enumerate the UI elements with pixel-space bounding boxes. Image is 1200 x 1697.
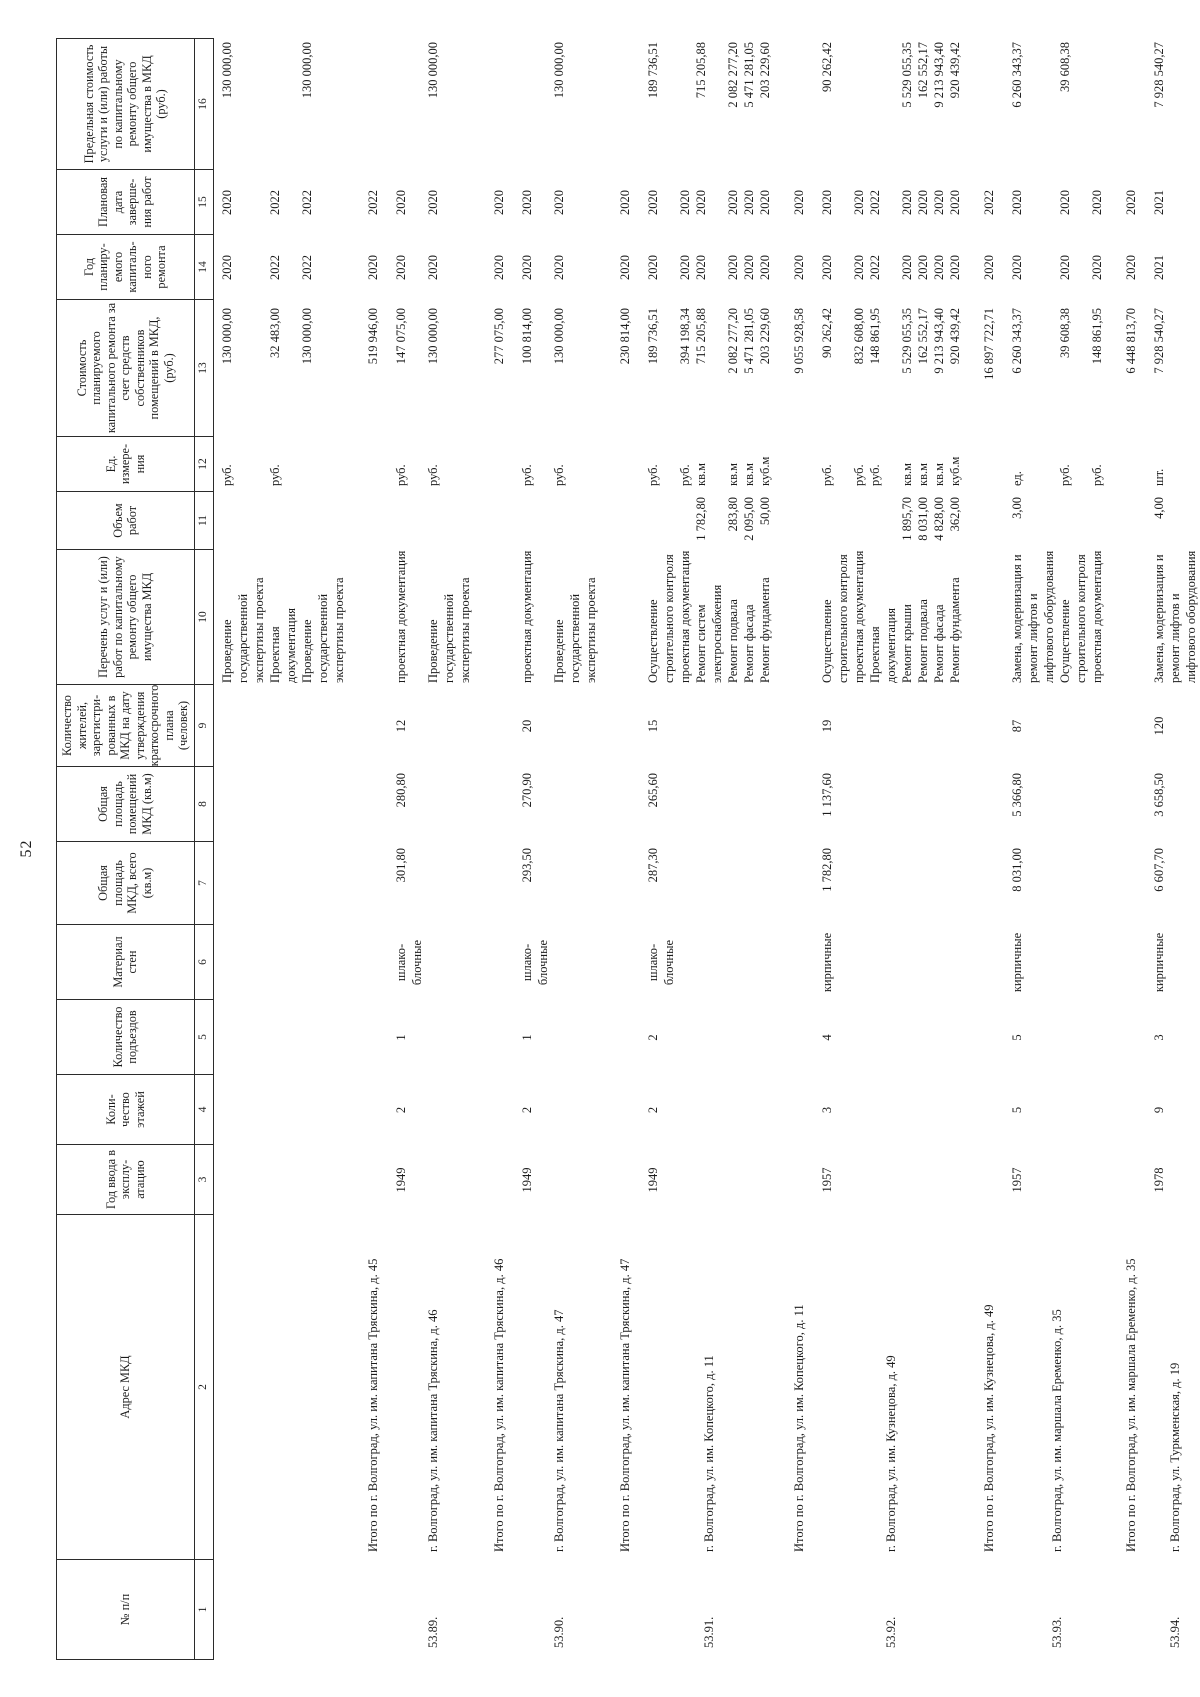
- work-limit-cost: 39 608,38: [1057, 42, 1072, 92]
- work-limit-cost: 189 736,51: [645, 42, 660, 99]
- area-premises: 280,80: [393, 773, 408, 808]
- column-header: Общая площадь помещений МКД (кв.м): [56, 767, 195, 842]
- residents-count: 19: [819, 719, 834, 733]
- work-completion-date: 2020: [819, 190, 834, 215]
- work-completion-date: 2022: [299, 190, 314, 215]
- work-name: Осуществление строительного контроля: [819, 554, 850, 683]
- work-volume: 4,00: [1151, 497, 1166, 519]
- entrances-count: 3: [1151, 1034, 1166, 1041]
- total-repair-year: 2020: [491, 255, 506, 280]
- total-repair-year: 2020: [791, 255, 806, 280]
- work-limit-cost: 5 471 281,05: [741, 42, 756, 108]
- total-cost: 9 055 928,58: [791, 308, 806, 374]
- work-unit: шт.: [1151, 468, 1166, 486]
- work-cost: 100 814,00: [519, 308, 534, 365]
- work-unit: кв.м: [693, 462, 708, 486]
- work-repair-year: 2020: [645, 255, 660, 280]
- address: г. Волгоград, ул. им. Копецкого, д. 11: [701, 1355, 716, 1552]
- work-name: Ремонт фундамента: [947, 577, 962, 683]
- total-cost: 277 075,00: [491, 308, 506, 365]
- column-number: 9: [195, 685, 214, 767]
- column-header: Материал стен: [56, 925, 195, 1000]
- work-completion-date: 2020: [693, 190, 708, 215]
- work-completion-date: 2020: [931, 190, 946, 215]
- column-number: 8: [195, 767, 214, 842]
- work-unit: руб.: [677, 464, 692, 486]
- column-number: 16: [195, 38, 214, 170]
- work-name: Проведение государственной экспертизы проекта: [425, 577, 472, 683]
- work-volume: 50,00: [757, 497, 772, 526]
- table-row: [1004, 38, 1118, 1660]
- total-completion-date: 2020: [617, 190, 632, 215]
- work-completion-date: 2022: [267, 190, 282, 215]
- work-limit-cost: 203 229,60: [757, 42, 772, 99]
- work-unit: руб.: [519, 464, 534, 486]
- work-limit-cost: 130 000,00: [219, 42, 234, 99]
- area-premises: 1 137,60: [819, 773, 834, 817]
- work-completion-date: 2020: [725, 190, 740, 215]
- column-number: 3: [195, 1145, 214, 1215]
- work-completion-date: 2020: [425, 190, 440, 215]
- work-cost: 920 439,42: [947, 308, 962, 365]
- total-cost: 230 814,00: [617, 308, 632, 365]
- work-unit: руб.: [1057, 464, 1072, 486]
- table-row: [640, 38, 786, 1660]
- column-header: Объем работ: [56, 492, 195, 550]
- area-total: 6 607,70: [1151, 848, 1166, 892]
- work-repair-year: 2020: [819, 255, 834, 280]
- work-completion-date: 2020: [645, 190, 660, 215]
- total-cost: 16 897 722,71: [981, 308, 996, 380]
- row-number: 53.89.: [425, 1616, 440, 1648]
- total-row: [1118, 38, 1146, 1660]
- column-number: 5: [195, 1000, 214, 1075]
- address: г. Волгоград, ул. им. маршала Еременко, д. 35: [1049, 1309, 1064, 1552]
- work-completion-date: 2020: [899, 190, 914, 215]
- year-built: 1957: [1009, 1167, 1024, 1193]
- column-number: 4: [195, 1075, 214, 1145]
- capital-repair-plan-table: [56, 38, 1200, 1660]
- work-completion-date: 2020: [915, 190, 930, 215]
- wall-material: кирпичные: [1151, 932, 1166, 993]
- work-repair-year: 2020: [519, 255, 534, 280]
- work-name: Замена, модернизация и ремонт лифтов и лифтового оборудования: [1151, 550, 1198, 683]
- work-limit-cost: 162 552,17: [915, 42, 930, 99]
- work-completion-date: 2020: [1009, 190, 1024, 215]
- area-total: 1 782,80: [819, 848, 834, 892]
- work-limit-cost: 2 082 277,20: [725, 42, 740, 108]
- work-repair-year: 2020: [931, 255, 946, 280]
- work-limit-cost: 130 000,00: [425, 42, 440, 99]
- entrances-count: 2: [645, 1034, 660, 1041]
- column-header: Количество жителей, зарегистри- рованных в МКД на дату утверждения краткосрочного плана (человек): [56, 685, 195, 767]
- row-number: 53.91.: [701, 1616, 716, 1648]
- work-repair-year: 2020: [1089, 255, 1104, 280]
- work-unit: руб.: [1089, 464, 1104, 486]
- work-name: Осуществление строительного контроля: [645, 554, 676, 683]
- total-repair-year: 2020: [365, 255, 380, 280]
- column-header: Общая площадь МКД, всего (кв.м): [56, 842, 195, 925]
- table-row: [214, 38, 360, 1660]
- entrances-count: 1: [393, 1034, 408, 1041]
- wall-material: шлако-блочные: [393, 939, 424, 986]
- address: г. Волгоград, ул. им. Кузнецова, д. 49: [883, 1355, 898, 1552]
- work-name: Ремонт систем электроснабжения: [693, 584, 724, 683]
- table-row: [388, 38, 486, 1660]
- total-completion-date: 2020: [491, 190, 506, 215]
- work-volume: 3,00: [1009, 497, 1024, 519]
- work-name: проектная документация: [519, 550, 534, 683]
- address: г. Волгоград, ул. им. капитана Тряскина, д. 47: [551, 1309, 566, 1552]
- address: Итого по г. Волгоград, ул. им. капитана Тряскина, д. 47: [617, 1258, 632, 1552]
- area-total: 8 031,00: [1009, 848, 1024, 892]
- work-repair-year: 2020: [725, 255, 740, 280]
- address: Итого по г. Волгоград, ул. им. Копецкого, д. 11: [791, 1304, 806, 1552]
- work-cost: 148 861,95: [867, 308, 882, 365]
- work-name: Ремонт фасада: [741, 604, 756, 683]
- year-built: 1949: [519, 1167, 534, 1193]
- work-name: Ремонт подвала: [915, 599, 930, 683]
- work-unit: кв.м: [915, 462, 930, 486]
- column-header: № п/п: [56, 1560, 195, 1660]
- total-repair-year: 2020: [617, 255, 632, 280]
- work-repair-year: 2020: [1057, 255, 1072, 280]
- total-completion-date: 2022: [981, 190, 996, 215]
- wall-material: шлако-блочные: [645, 939, 676, 986]
- entrances-count: 4: [819, 1034, 834, 1041]
- column-header: Стоимость планируемого капитального ремонта за счет средств собственников помещений в МКД, (руб.): [56, 300, 195, 437]
- work-cost: 189 736,51: [645, 308, 660, 365]
- work-name: Проведение государственной экспертизы проекта: [299, 577, 346, 683]
- work-name: Ремонт фасада: [931, 604, 946, 683]
- work-completion-date: 2020: [741, 190, 756, 215]
- work-unit: кв.м: [899, 462, 914, 486]
- floors-count: 9: [1151, 1106, 1166, 1114]
- work-repair-year: 2020: [851, 255, 866, 280]
- work-name: Проектная документация: [867, 607, 898, 683]
- work-unit: руб.: [219, 464, 234, 486]
- work-unit: куб.м: [757, 456, 772, 486]
- row-number: 53.92.: [883, 1616, 898, 1648]
- work-completion-date: 2020: [851, 190, 866, 215]
- work-repair-year: 2020: [677, 255, 692, 280]
- work-cost: 5 471 281,05: [741, 308, 756, 374]
- work-name: проектная документация: [851, 550, 866, 683]
- area-total: 293,50: [519, 848, 534, 883]
- address: Итого по г. Волгоград, ул. им. маршала Еременко, д. 35: [1123, 1258, 1138, 1552]
- work-name: Проведение государственной экспертизы проекта: [551, 577, 598, 683]
- work-limit-cost: 5 529 055,35: [899, 42, 914, 108]
- work-completion-date: 2021: [1151, 190, 1166, 215]
- work-name: Ремонт крыши: [899, 604, 914, 683]
- column-number: 11: [195, 492, 214, 550]
- work-cost: 148 861,95: [1089, 308, 1104, 365]
- table-row: [514, 38, 612, 1660]
- column-number: 13: [195, 300, 214, 437]
- work-cost: 130 000,00: [299, 308, 314, 365]
- column-header: Плановая дата заверше- ния работ: [56, 170, 195, 235]
- work-name: проектная документация: [1089, 550, 1104, 683]
- work-completion-date: 2022: [867, 190, 882, 215]
- wall-material: кирпичные: [819, 932, 834, 993]
- work-unit: руб.: [645, 464, 660, 486]
- work-volume: 283,80: [725, 497, 740, 532]
- total-cost: 519 946,00: [365, 308, 380, 365]
- work-limit-cost: 9 213 943,40: [931, 42, 946, 108]
- total-row: [360, 38, 388, 1660]
- row-number: 53.93.: [1049, 1616, 1064, 1648]
- work-unit: кв.м: [725, 462, 740, 486]
- residents-count: 120: [1151, 716, 1166, 736]
- work-repair-year: 2020: [425, 255, 440, 280]
- column-number: 7: [195, 842, 214, 925]
- residents-count: 12: [393, 719, 408, 733]
- work-cost: 203 229,60: [757, 308, 772, 365]
- work-cost: 162 552,17: [915, 308, 930, 365]
- work-name: Ремонт фундамента: [757, 577, 772, 683]
- work-cost: 130 000,00: [425, 308, 440, 365]
- work-unit: кв.м: [931, 462, 946, 486]
- total-cost: 6 448 813,70: [1123, 308, 1138, 374]
- year-built: 1978: [1151, 1167, 1166, 1193]
- column-header: Коли- чество этажей: [56, 1075, 195, 1145]
- work-unit: ед.: [1009, 471, 1024, 486]
- total-repair-year: 2020: [981, 255, 996, 280]
- work-repair-year: 2020: [693, 255, 708, 280]
- work-repair-year: 2020: [393, 255, 408, 280]
- work-unit: руб.: [267, 464, 282, 486]
- address: Итого по г. Волгоград, ул. им. Кузнецова, д. 49: [981, 1304, 996, 1552]
- work-unit: руб.: [819, 464, 834, 486]
- work-unit: руб.: [851, 464, 866, 486]
- floors-count: 2: [393, 1106, 408, 1114]
- work-cost: 715 205,88: [693, 308, 708, 365]
- area-premises: 3 658,50: [1151, 773, 1166, 817]
- work-completion-date: 2020: [1057, 190, 1072, 215]
- address: Итого по г. Волгоград, ул. им. капитана Тряскина, д. 46: [491, 1258, 506, 1552]
- entrances-count: 1: [519, 1034, 534, 1041]
- work-unit: руб.: [425, 464, 440, 486]
- work-volume: 1 782,80: [693, 497, 708, 541]
- column-number: 1: [195, 1560, 214, 1660]
- table-row: [814, 38, 976, 1660]
- column-header: Перечень услуг и (или) работ по капитальному ремонту общего имущества МКД: [56, 550, 195, 685]
- wall-material: кирпичные: [1009, 932, 1024, 993]
- year-built: 1957: [819, 1167, 834, 1193]
- area-premises: 5 366,80: [1009, 773, 1024, 817]
- floors-count: 3: [819, 1106, 834, 1114]
- column-number: 14: [195, 235, 214, 300]
- work-name: Замена, модернизация и ремонт лифтов и лифтового оборудования: [1009, 550, 1056, 683]
- work-volume: 2 095,00: [741, 497, 756, 541]
- address: Итого по г. Волгоград, ул. им. капитана Тряскина, д. 45: [365, 1258, 380, 1552]
- floors-count: 5: [1009, 1106, 1024, 1114]
- work-repair-year: 2020: [899, 255, 914, 280]
- work-repair-year: 2022: [867, 255, 882, 280]
- work-unit: руб.: [867, 464, 882, 486]
- year-built: 1949: [645, 1167, 660, 1193]
- work-completion-date: 2020: [677, 190, 692, 215]
- work-volume: 362,00: [947, 497, 962, 532]
- work-name: проектная документация: [393, 550, 408, 683]
- address: г. Волгоград, ул. Туркменская, д. 19: [1167, 1362, 1182, 1552]
- work-limit-cost: 130 000,00: [551, 42, 566, 99]
- work-volume: 4 828,00: [931, 497, 946, 541]
- floors-count: 2: [645, 1106, 660, 1114]
- total-completion-date: 2020: [791, 190, 806, 215]
- page-number: 52: [18, 839, 35, 858]
- work-name: Проектная документация: [267, 607, 298, 683]
- total-row: [976, 38, 1004, 1660]
- work-limit-cost: 6 260 343,37: [1009, 42, 1024, 108]
- work-cost: 147 075,00: [393, 308, 408, 365]
- work-repair-year: 2020: [219, 255, 234, 280]
- work-unit: куб.м: [947, 456, 962, 486]
- column-number: 2: [195, 1215, 214, 1560]
- work-completion-date: 2020: [757, 190, 772, 215]
- work-unit: кв.м: [741, 462, 756, 486]
- work-repair-year: 2020: [757, 255, 772, 280]
- work-cost: 130 000,00: [219, 308, 234, 365]
- column-header: Предельная стоимость услуги и (или) работы по капитальному ремонту общего имущества в МКД (руб.): [56, 38, 195, 170]
- total-row: [786, 38, 814, 1660]
- row-number: 53.94.: [1167, 1616, 1182, 1648]
- year-built: 1949: [393, 1167, 408, 1193]
- work-completion-date: 2020: [947, 190, 962, 215]
- wall-material: шлако-блочные: [519, 939, 550, 986]
- residents-count: 15: [645, 719, 660, 733]
- work-cost: 9 213 943,40: [931, 308, 946, 374]
- total-repair-year: 2020: [1123, 255, 1138, 280]
- work-repair-year: 2020: [915, 255, 930, 280]
- table-header-row: [56, 38, 195, 1660]
- column-header: Количество подъездов: [56, 1000, 195, 1075]
- work-limit-cost: 130 000,00: [299, 42, 314, 99]
- row-number: 53.90.: [551, 1616, 566, 1648]
- work-repair-year: 2020: [741, 255, 756, 280]
- work-cost: 394 198,34: [677, 308, 692, 365]
- work-cost: 32 483,00: [267, 308, 282, 358]
- work-cost: 2 082 277,20: [725, 308, 740, 374]
- area-premises: 265,60: [645, 773, 660, 808]
- total-completion-date: 2022: [365, 190, 380, 215]
- column-number: 15: [195, 170, 214, 235]
- work-cost: 7 928 540,27: [1151, 308, 1166, 374]
- work-name: Ремонт подвала: [725, 599, 740, 683]
- work-cost: 5 529 055,35: [899, 308, 914, 374]
- residents-count: 20: [519, 719, 534, 733]
- work-limit-cost: 7 928 540,27: [1151, 42, 1166, 108]
- table-body: [214, 38, 1200, 1660]
- column-number: 10: [195, 550, 214, 685]
- work-completion-date: 2020: [219, 190, 234, 215]
- work-cost: 90 262,42: [819, 308, 834, 358]
- work-repair-year: 2021: [1151, 255, 1166, 280]
- column-header: Год планиру- емого капиталь- ного ремонта: [56, 235, 195, 300]
- column-number: 12: [195, 437, 214, 492]
- work-name: проектная документация: [677, 550, 692, 683]
- work-name: Осуществление строительного контроля: [1057, 554, 1088, 683]
- work-completion-date: 2020: [519, 190, 534, 215]
- work-completion-date: 2020: [393, 190, 408, 215]
- work-cost: 130 000,00: [551, 308, 566, 365]
- work-cost: 6 260 343,37: [1009, 308, 1024, 374]
- total-completion-date: 2020: [1123, 190, 1138, 215]
- total-row: [612, 38, 640, 1660]
- work-completion-date: 2020: [1089, 190, 1104, 215]
- column-number-row: [195, 38, 214, 1660]
- address: г. Волгоград, ул. им. капитана Тряскина, д. 46: [425, 1309, 440, 1552]
- work-cost: 39 608,38: [1057, 308, 1072, 358]
- column-header: Год ввода в эксплу- атацию: [56, 1145, 195, 1215]
- table-row: [1146, 38, 1200, 1660]
- work-repair-year: 2020: [1009, 255, 1024, 280]
- work-name: Проведение государственной экспертизы проекта: [219, 577, 266, 683]
- work-repair-year: 2022: [267, 255, 282, 280]
- work-limit-cost: 715 205,88: [693, 42, 708, 99]
- residents-count: 87: [1009, 719, 1024, 733]
- entrances-count: 5: [1009, 1034, 1024, 1041]
- floors-count: 2: [519, 1106, 534, 1114]
- area-total: 287,30: [645, 848, 660, 883]
- work-limit-cost: 920 439,42: [947, 42, 962, 99]
- total-row: [486, 38, 514, 1660]
- area-total: 301,80: [393, 848, 408, 883]
- work-cost: 832 608,00: [851, 308, 866, 365]
- column-header: Ед. измере- ния: [56, 437, 195, 492]
- work-volume: 8 031,00: [915, 497, 930, 541]
- column-number: 6: [195, 925, 214, 1000]
- work-volume: 1 895,70: [899, 497, 914, 541]
- area-premises: 270,90: [519, 773, 534, 808]
- work-repair-year: 2020: [551, 255, 566, 280]
- work-unit: руб.: [393, 464, 408, 486]
- work-unit: руб.: [551, 464, 566, 486]
- work-repair-year: 2022: [299, 255, 314, 280]
- work-completion-date: 2020: [551, 190, 566, 215]
- column-header: Адрес МКД: [56, 1215, 195, 1560]
- work-repair-year: 2020: [947, 255, 962, 280]
- work-limit-cost: 90 262,42: [819, 42, 834, 92]
